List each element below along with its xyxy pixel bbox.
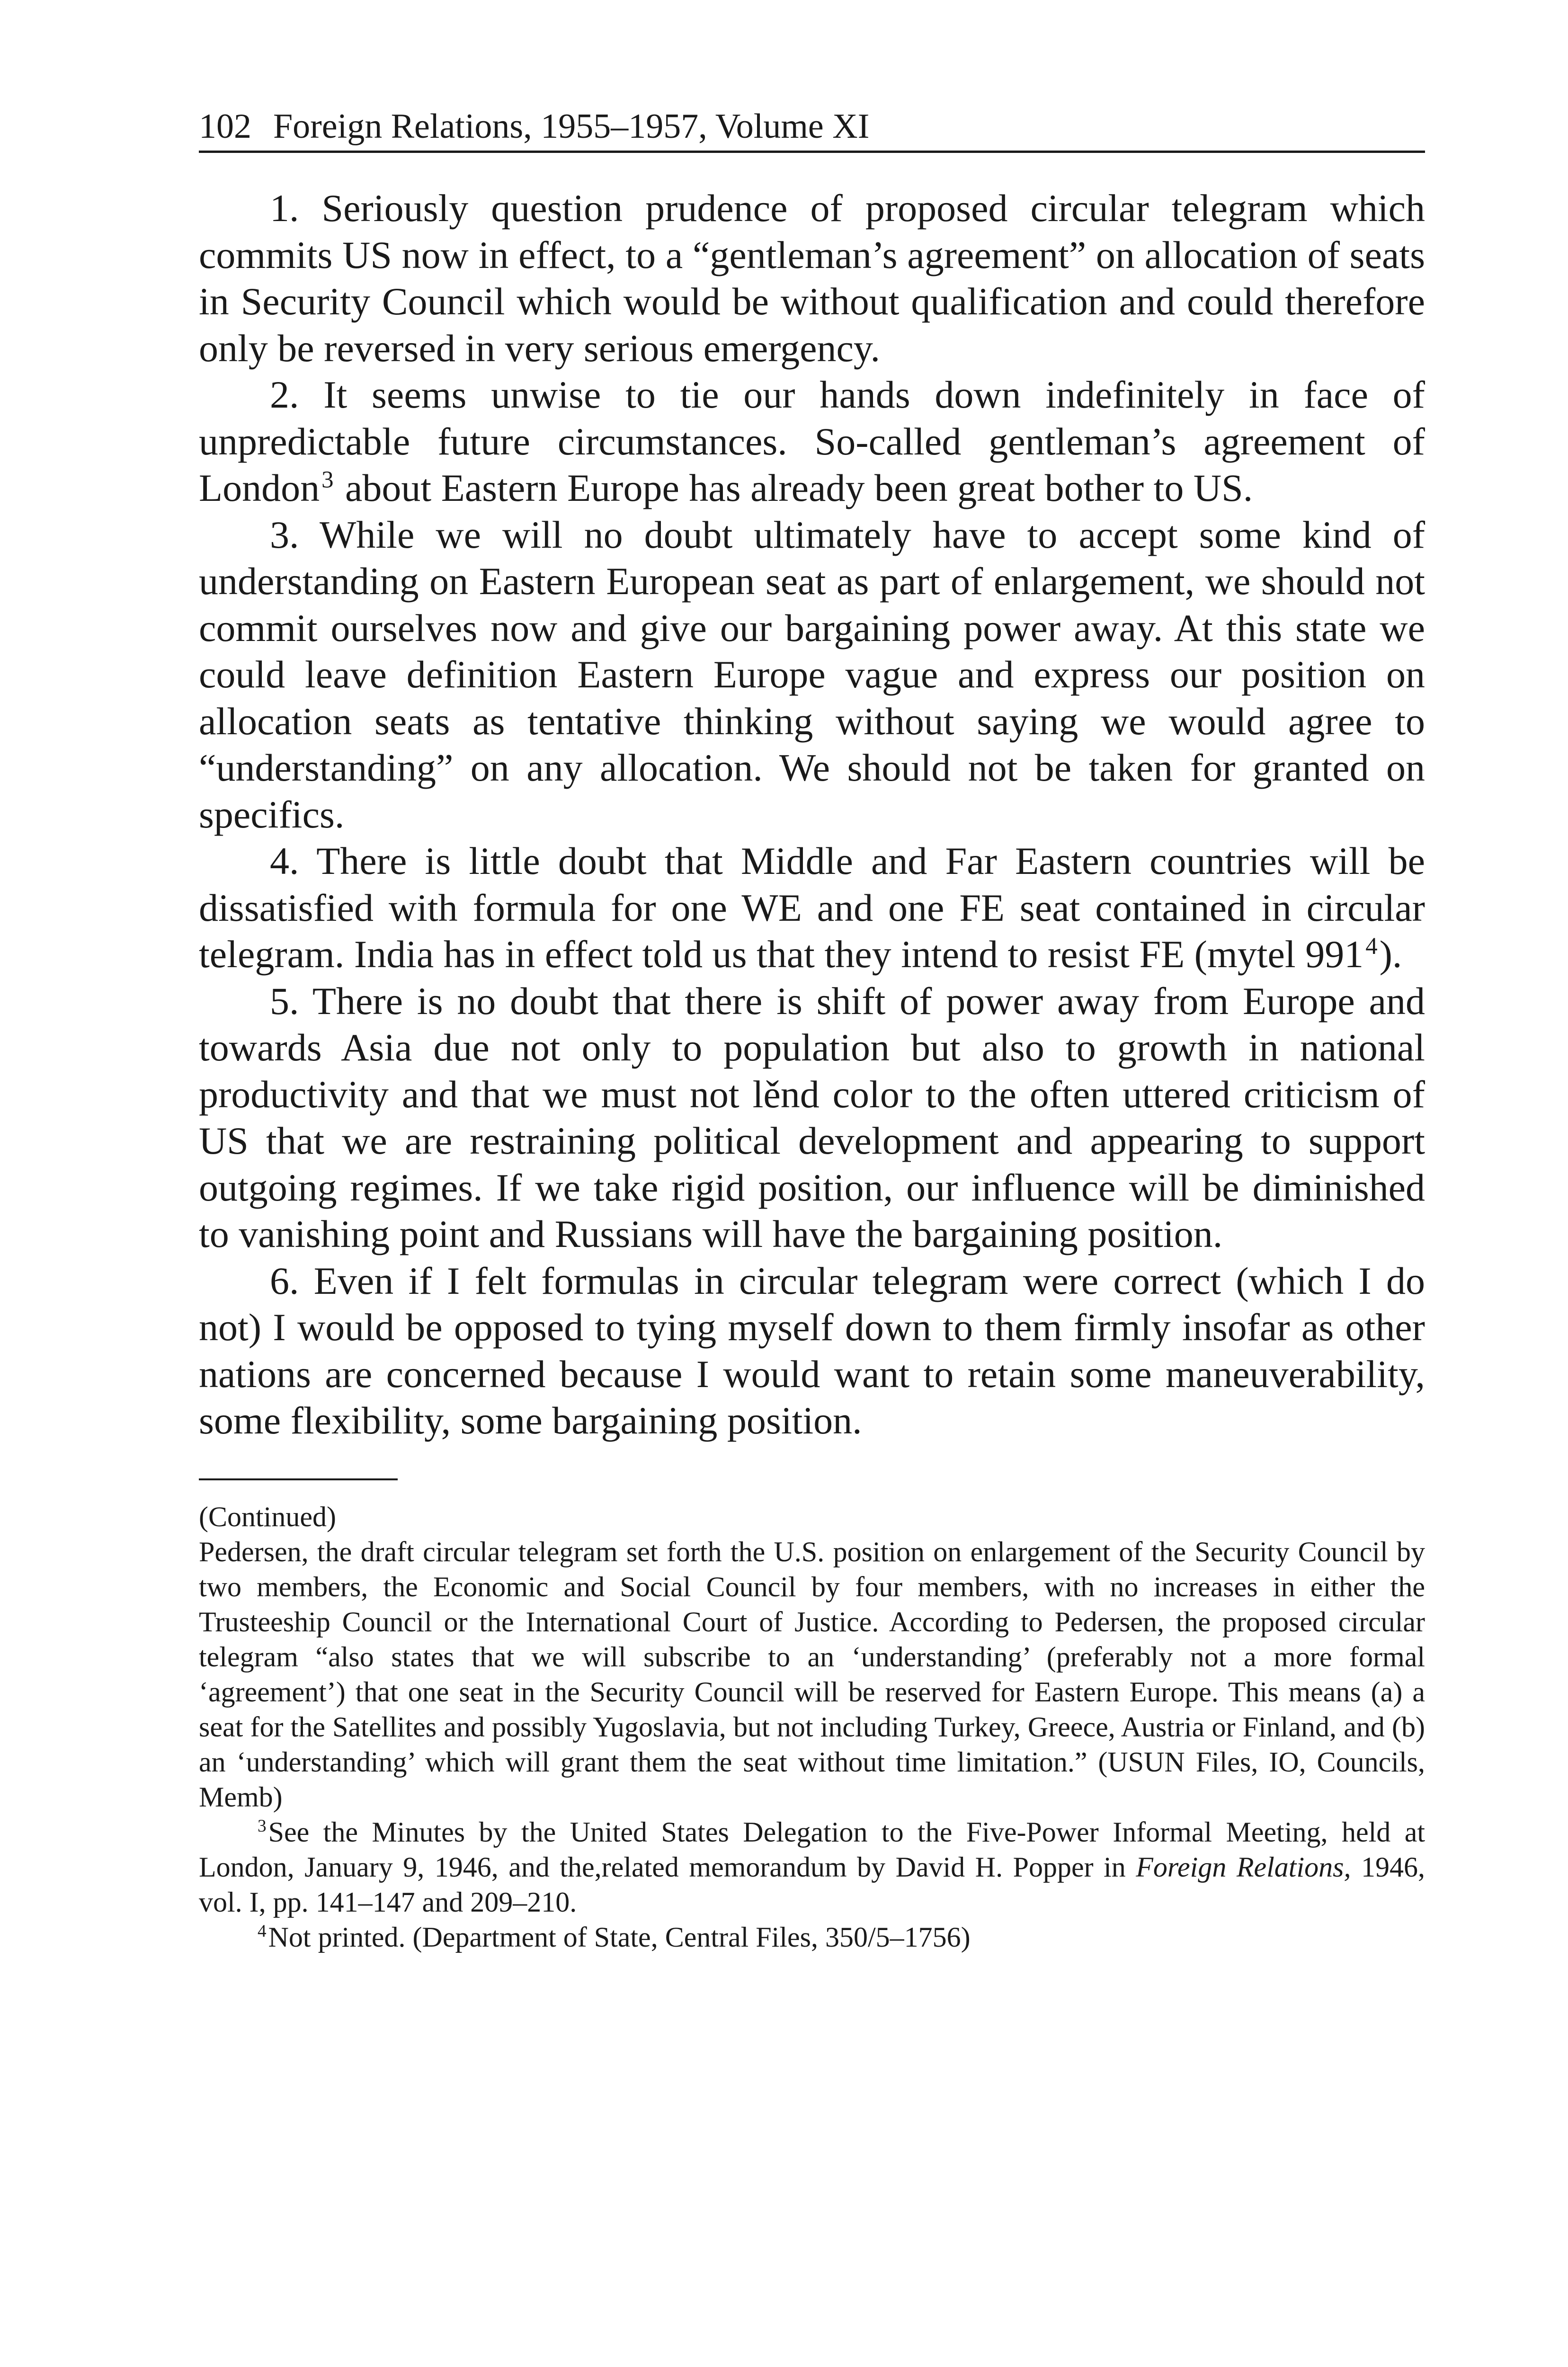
paragraph-6: 6. Even if I felt formulas in circular telegram were correct (which I do not) I would be opposed to tying myself down to them firmly insofar as other nations are concerned because I would want to retain some maneuverability, some flexibility, some bargaining position. — [199, 1259, 1425, 1442]
footnote-continued-label: (Continued) — [199, 1501, 336, 1532]
telegram-body — [199, 185, 1425, 1444]
paragraph-2 — [199, 372, 1425, 512]
paragraph-5: 5. There is no doubt that there is shift of power away from Europe and towards Asia due not only to population but also to growth in national productivity and that we must not lěnd color to the often uttered criticism of US that we are restraining political development and appearing to support outgoing regimes. If we take rigid position, our influence will be diminished to vanishing point and Russians will have the bargaining position. — [199, 979, 1425, 1255]
page-number: 102 — [199, 107, 251, 146]
paragraph-4-text-b: ). — [1379, 933, 1402, 976]
footnote-4 — [199, 1920, 1425, 1955]
footnote-3-italic-title: Foreign Relations, — [1136, 1851, 1351, 1883]
document-page — [199, 109, 1425, 1955]
footnote-continued-text: Pedersen, the draft circular telegram set forth the U.S. position on enlargement of the Security Council by two members, the Economic and Social Council by four members, with no increases in either the Trusteeship Council or the International Court of Justice. According to Pedersen, the proposed circular telegram “also states that we will subscribe to an ‘understanding’ (preferably not a more formal ‘agreement’) that one seat in the Security Council will be reserved for Eastern Europe. This means (a) a seat for the Satellites and possibly Yugoslavia, but not including Turkey, Greece, Austria or Finland, and (b) an ‘understanding’ which will grant them the seat without time limitation.” (USUN Files, IO, Councils, Memb) — [199, 1536, 1425, 1813]
footnote-3-text-b: 1946, vol. I, pp. 141–147 and 209–210. — [199, 1851, 1425, 1918]
footnotes-section — [199, 1499, 1425, 1955]
paragraph-1: 1. Seriously question prudence of proposed circular telegram which commits US now in effect, to a “gentleman’s agreement” on allocation of seats in Security Council which would be without qualification and could therefore only be reversed in very serious emergency. — [199, 187, 1425, 370]
paragraph-4-text-a: 4. There is little doubt that Middle and Far Eastern countries will be dissatisfied with formula for one WE and one FE seat contained in circular telegram. India has in effect told us that they intend to resist FE (mytel 991 — [199, 839, 1425, 976]
footnote-3 — [199, 1815, 1425, 1920]
footnote-4-number: 4 — [258, 1922, 267, 1941]
footnote-ref-4: 4 — [1365, 933, 1378, 960]
footnote-4-text: Not printed. (Department of State, Central Files, 350/5–1756) — [268, 1921, 971, 1953]
footnote-ref-3: 3 — [321, 466, 334, 493]
paragraph-3: 3. While we will no doubt ultimately have to accept some kind of understanding on Eastern European seat as part of enlargement, we should not commit ourselves now and give our bargaining power away. At this state we could leave definition Eastern Europe vague and express our position on allocation seats as tentative thinking without saying we would agree to “understanding” on any allocation. We should not be taken for granted on specifics. — [199, 513, 1425, 836]
volume-title: Foreign Relations, 1955–1957, Volume XI — [273, 107, 870, 146]
paragraph-2-text-a: 2. It seems unwise to tie our hands down indefinitely in face of unpredictable future circumstances. So-called gentleman’s agreement of London — [199, 373, 1425, 509]
paragraph-4 — [199, 838, 1425, 978]
footnote-divider — [199, 1478, 398, 1480]
paragraph-2-text-b: about Eastern Europe has already been great bother to US. — [335, 466, 1253, 509]
footnote-3-text-a: See the Minutes by the United States Delegation to the Five-Power Informal Meeting, held at London, January 9, 1946, and the,related memorandum by David H. Popper in — [199, 1816, 1425, 1883]
footnote-3-number: 3 — [258, 1816, 267, 1836]
running-header — [199, 109, 1425, 153]
